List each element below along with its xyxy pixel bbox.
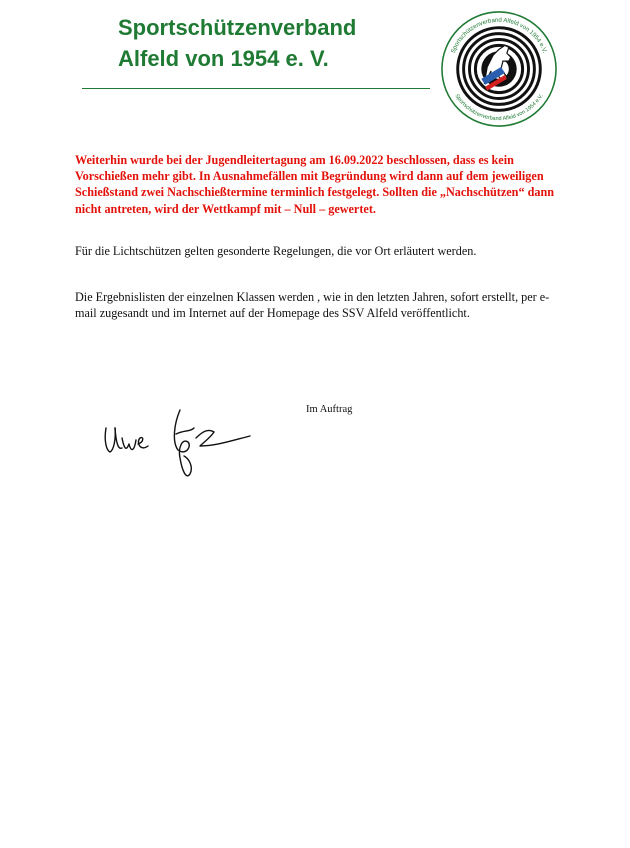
emblem-text-bottom: Sportschützenverband Alfeld von 1954 e.V. [453, 93, 545, 123]
signoff-label: Im Auftrag [306, 404, 353, 415]
club-emblem-logo [440, 10, 558, 128]
header-divider [82, 88, 430, 89]
notice-paragraph-results: Die Ergebnislisten der einzelnen Klassen werden , wie in den letzten Jahren, sofort erstellt, per e-mail zugesandt und im Internet auf der Homepage des SSV Alfeld veröffentlicht. [75, 290, 550, 321]
org-name-line-2: Alfeld von 1954 e. V. [118, 46, 329, 71]
notice-paragraph-highlight: Weiterhin wurde bei der Jugendleitertagung am 16.09.2022 beschlossen, dass es kein Vorschießen mehr gibt. In Ausnahmefällen mit Begründung wird dann auf dem jeweiligen Schießstand zwei Nachschießtermine terminlich festgelegt. Sollten die „Nachschützen“ dann nicht antreten, wird der Wettkampf mit – Null – gewertet. [75, 153, 555, 216]
emblem-text-top: Sportschützenverband Alfeld von 1954 e.V. [449, 16, 549, 55]
notice-paragraph-light-shooters: Für die Lichtschützen gelten gesonderte Regelungen, die vor Ort erläutert werden. [75, 244, 477, 258]
letterhead [0, 0, 630, 140]
handwritten-signature [98, 398, 258, 484]
org-name-line-1: Sportschützenverband [118, 15, 357, 40]
